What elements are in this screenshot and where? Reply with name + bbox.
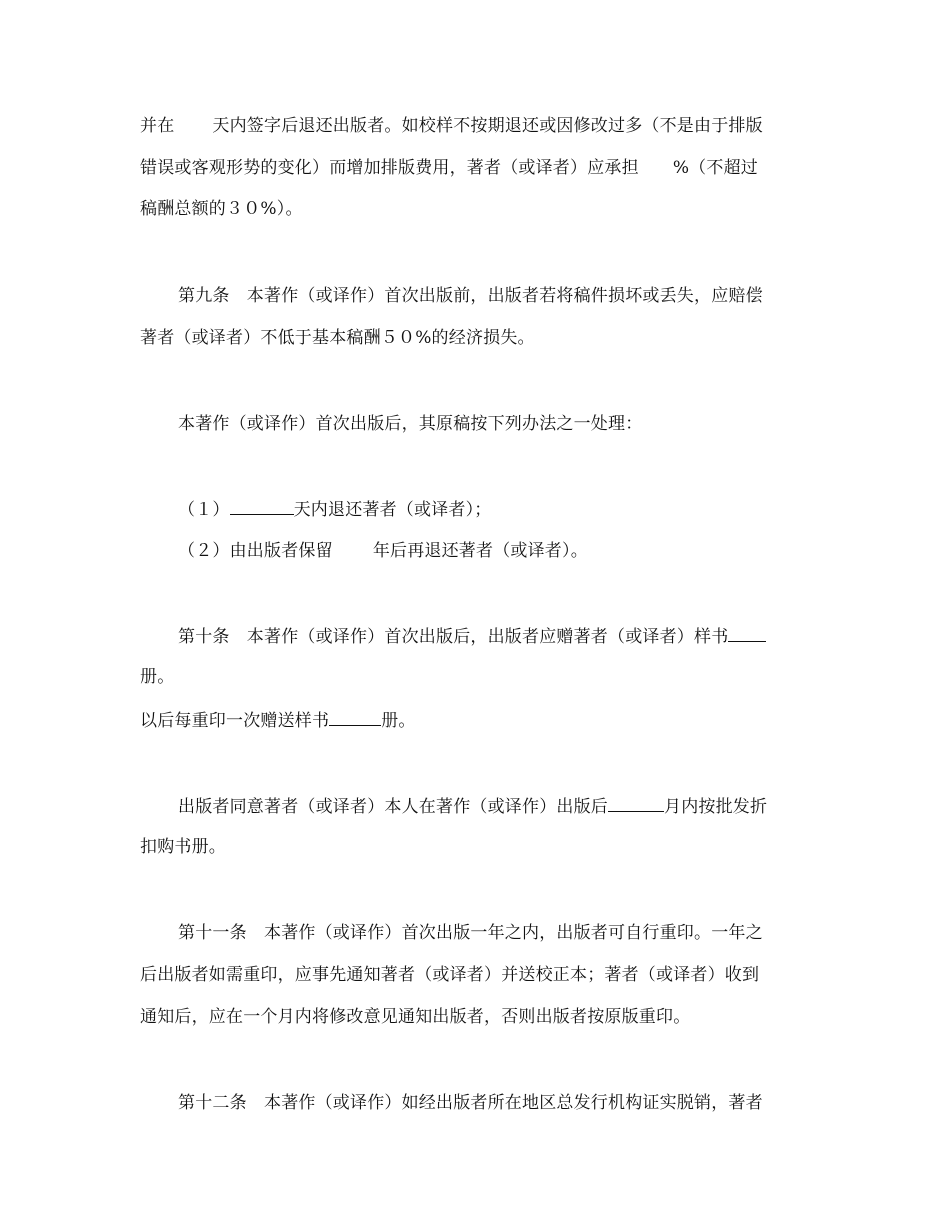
option-number: （１） [178,500,230,520]
text-segment: %（不超过 [672,158,758,178]
article-11-line-1: 第十一条 本著作（或译作）首次出版一年之内，出版者可自行重印。一年之 [178,923,763,943]
article-9-line-1: 第九条 本著作（或译作）首次出版前，出版者若将稿件损坏或丢失，应赔偿 [178,286,763,306]
paragraph-line-2 [140,156,758,179]
blank-line-months [608,794,664,812]
blank-line-reprint-books [329,708,381,726]
blank-line-days [230,497,294,515]
article-11-line-2: 后出版者如需重印，应事先通知著者（或译者）并送校正本；著者（或译者）收到 [140,965,760,985]
blank-gap-years [333,539,373,556]
article-9-line-2: 著者（或译者）不低于基本稿酬５０%的经济损失。 [140,328,535,348]
blank-gap-percent [639,156,673,173]
purchase-line-1 [178,794,767,818]
text-segment: 第十条 本著作（或译作）首次出版后，出版者应赠著者（或译者）样书 [178,627,729,647]
blank-line-sample-books [728,624,766,642]
article-10-line-3 [140,708,416,732]
text-segment: 天内退还著者（或译者）； [293,500,492,520]
text-segment: 月内按批发折 [664,797,768,817]
article-11-line-3: 通知后，应在一个月内将修改意见通知出版者，否则出版者按原版重印。 [140,1007,691,1027]
article-12-line-1: 第十二条 本著作（或译作）如经出版者所在地区总发行机构证实脱销，著者 [178,1093,763,1113]
text-segment: 年后再退还著者（或译者）。 [372,541,588,561]
article-10-line-2: 册。 [140,667,175,687]
option-1 [178,497,492,521]
text-segment: 并在 [140,116,175,136]
paragraph-line-1 [140,114,763,137]
text-segment: 册。 [381,711,416,731]
purchase-line-2: 扣购书册。 [140,837,226,857]
option-2 [178,539,588,562]
paragraph-line-3: 稿酬总额的３０%）。 [140,199,303,219]
text-segment: 错误或客观形势的变化）而增加排版费用，著者（或译者）应承担 [140,158,639,178]
article-10-line-1 [178,624,766,648]
text-segment: 出版者同意著者（或译者）本人在著作（或译作）出版后 [178,797,608,817]
text-segment: 天内签字后退还出版者。如校样不按期退还或因修改过多（不是由于排版 [212,116,763,136]
text-segment: 以后每重印一次赠送样书 [140,711,330,731]
blank-gap-days [174,114,212,131]
text-segment: （２）由出版者保留 [178,541,333,561]
manuscript-handling-intro: 本著作（或译作）首次出版后，其原稿按下列办法之一处理： [178,414,643,434]
